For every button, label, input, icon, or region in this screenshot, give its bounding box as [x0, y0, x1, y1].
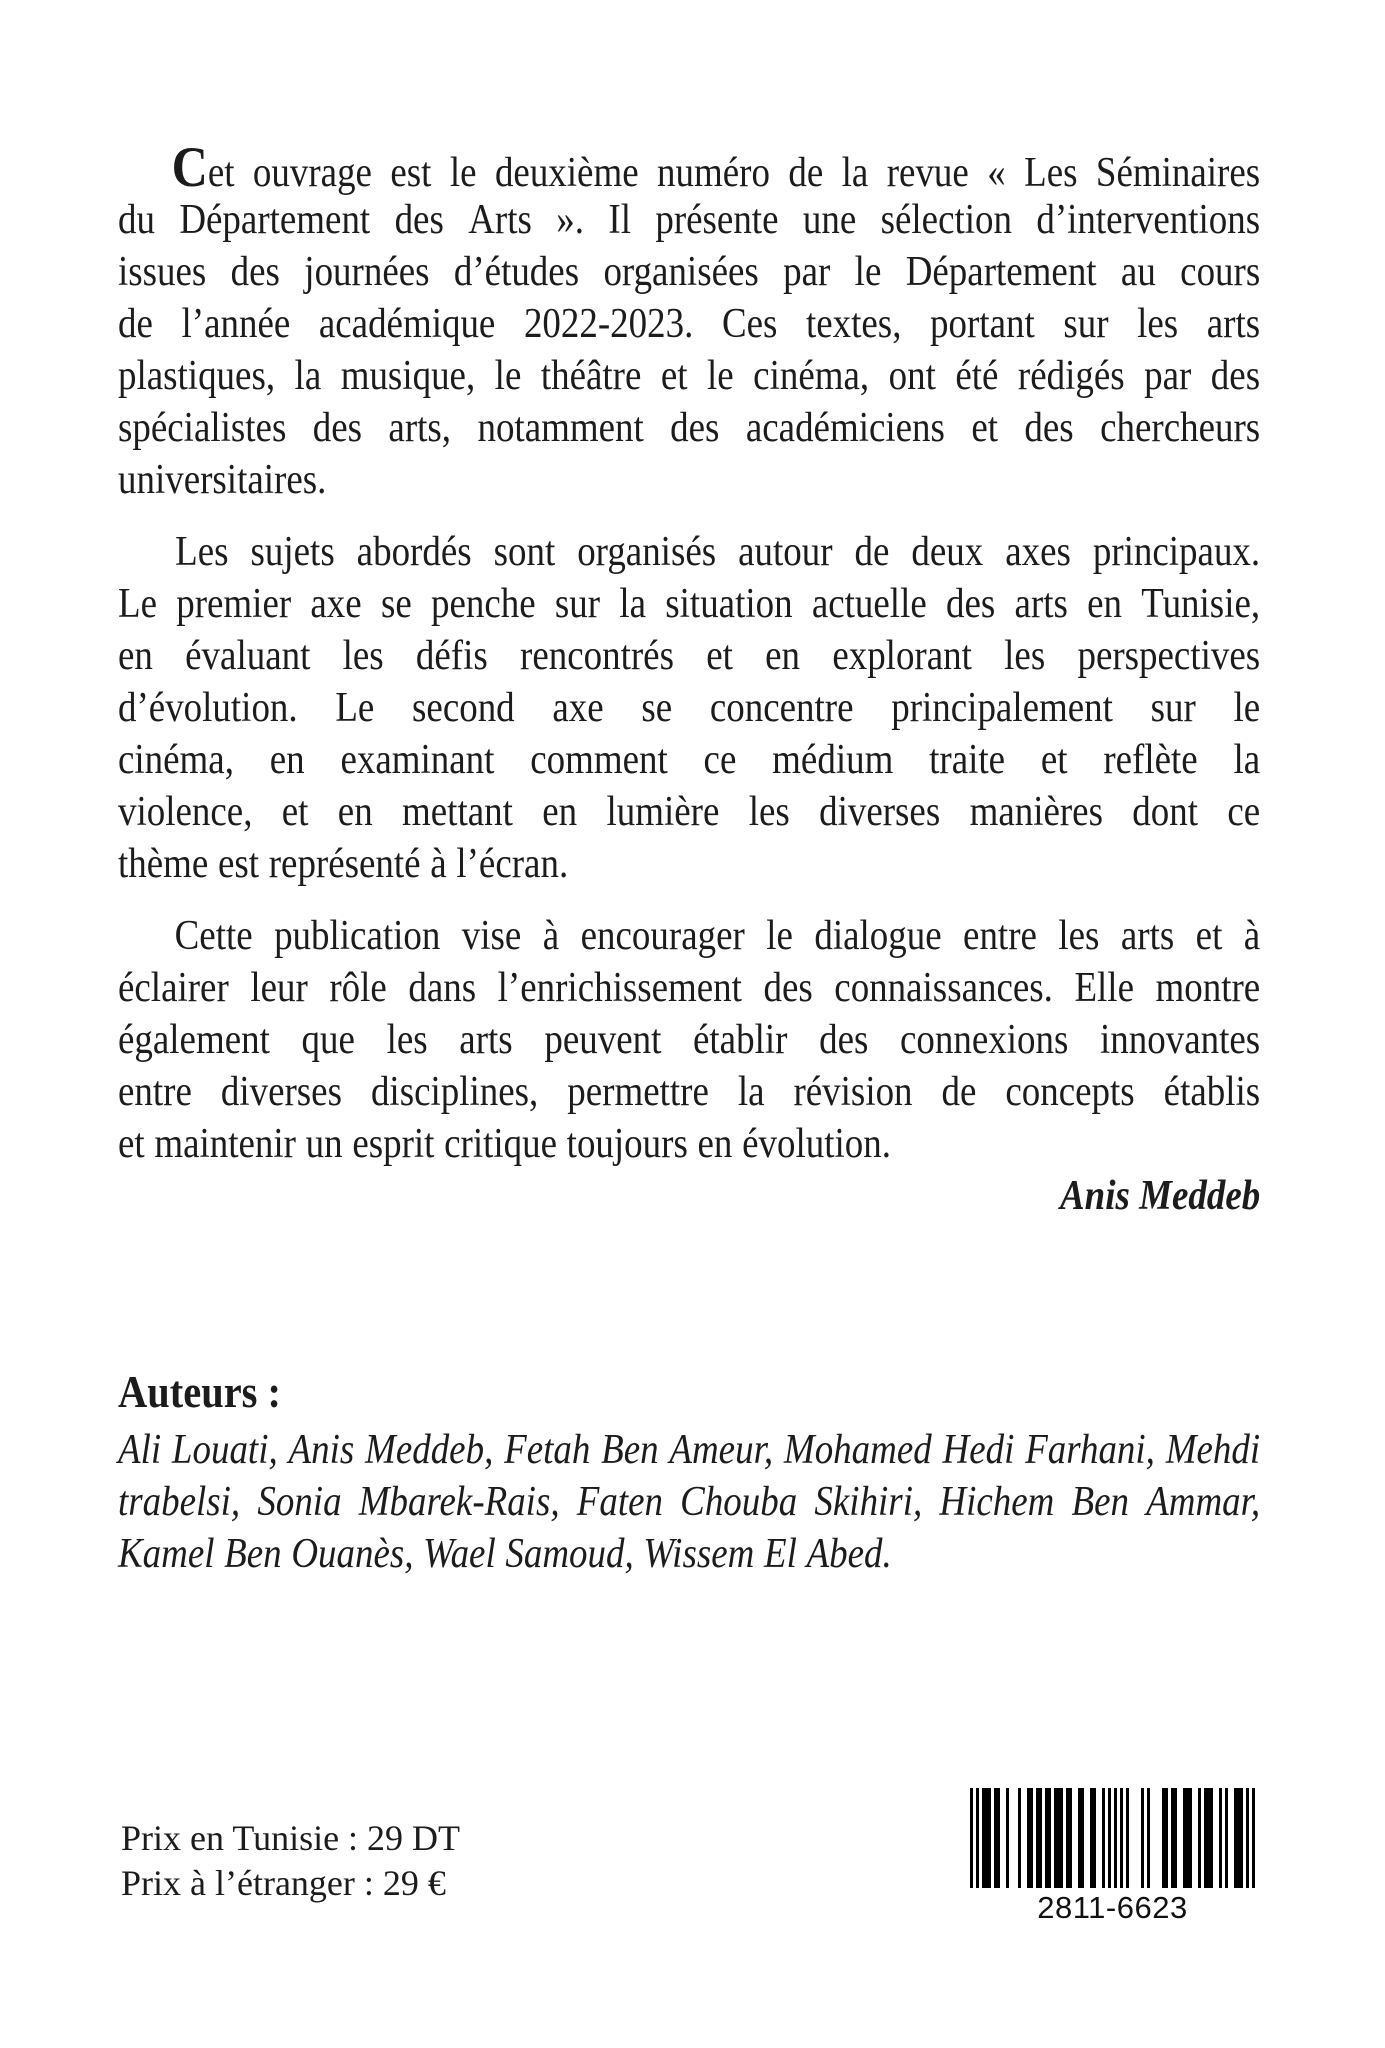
- text-line: Ali Louati, Anis Meddeb, Fetah Ben Ameur, Mohamed Hedi Farhani, Mehdi: [118, 1427, 1261, 1473]
- price-abroad: Prix à l’étranger : 29 €: [121, 1863, 446, 1903]
- text-line: universitaires.: [118, 457, 327, 503]
- price-tunisia: Prix en Tunisie : 29 DT: [121, 1818, 461, 1858]
- text-line: trabelsi, Sonia Mbarek-Rais, Faten Chouba Skihiri, Hichem Ben Ammar,: [118, 1479, 1261, 1525]
- pricing-block: [121, 1816, 460, 1906]
- authors-section: [118, 1366, 1260, 1580]
- text-line: Les sujets abordés sont organisés autour de deux axes principaux.: [175, 529, 1261, 575]
- text-line: thème est représenté à l’écran.: [118, 841, 569, 887]
- text-line: de l’année académique 2022-2023. Ces textes, portant sur les arts: [118, 301, 1261, 347]
- author-signature: Anis Meddeb: [1060, 1173, 1261, 1219]
- barcode-bars: [970, 1788, 1255, 1888]
- text-line: plastiques, la musique, le théâtre et le cinéma, ont été rédigés par des: [118, 353, 1261, 399]
- text-line: issues des journées d’études organisées par le Département au cours: [118, 249, 1261, 295]
- synopsis: [118, 136, 1261, 1222]
- text-line: en évaluant les défis rencontrés et en explorant les perspectives: [118, 633, 1261, 679]
- text-line: violence, et en mettant en lumière les diverses manières dont ce: [118, 789, 1261, 835]
- barcode: [970, 1788, 1255, 1925]
- barcode-bar: [1252, 1788, 1255, 1888]
- synopsis-paragraph-1: [118, 136, 1261, 506]
- text-line: et maintenir un esprit critique toujours en évolution.: [118, 1121, 891, 1167]
- text-line: Cet ouvrage est le deuxième numéro de la revue « Les Séminaires: [171, 136, 1261, 199]
- text-line: Cette publication vise à encourager le dialogue entre les arts et à: [174, 913, 1261, 959]
- text-line: spécialistes des arts, notamment des académiciens et des chercheurs: [118, 405, 1261, 451]
- synopsis-paragraph-2: [118, 526, 1260, 890]
- authors-list: [118, 1424, 1260, 1580]
- text-line: Kamel Ben Ouanès, Wael Samoud, Wissem El Abed.: [118, 1531, 892, 1577]
- text-line: éclairer leur rôle dans l’enrichissement des connaissances. Elle montre: [118, 965, 1261, 1011]
- text-line: également que les arts peuvent établir des connexions innovantes: [118, 1017, 1261, 1063]
- text-line: entre diverses disciplines, permettre la révision de concepts établis: [118, 1069, 1261, 1115]
- text-line: du Département des Arts ». Il présente une sélection d’interventions: [118, 197, 1261, 243]
- authors-heading: Auteurs :: [118, 1366, 282, 1417]
- text-line: cinéma, en examinant comment ce médium traite et reflète la: [118, 737, 1261, 783]
- text-line: d’évolution. Le second axe se concentre principalement sur le: [118, 685, 1261, 731]
- synopsis-paragraph-3: [118, 910, 1260, 1170]
- barcode-number: 2811-6623: [1037, 1890, 1188, 1925]
- text-line: Le premier axe se penche sur la situation actuelle des arts en Tunisie,: [118, 581, 1261, 627]
